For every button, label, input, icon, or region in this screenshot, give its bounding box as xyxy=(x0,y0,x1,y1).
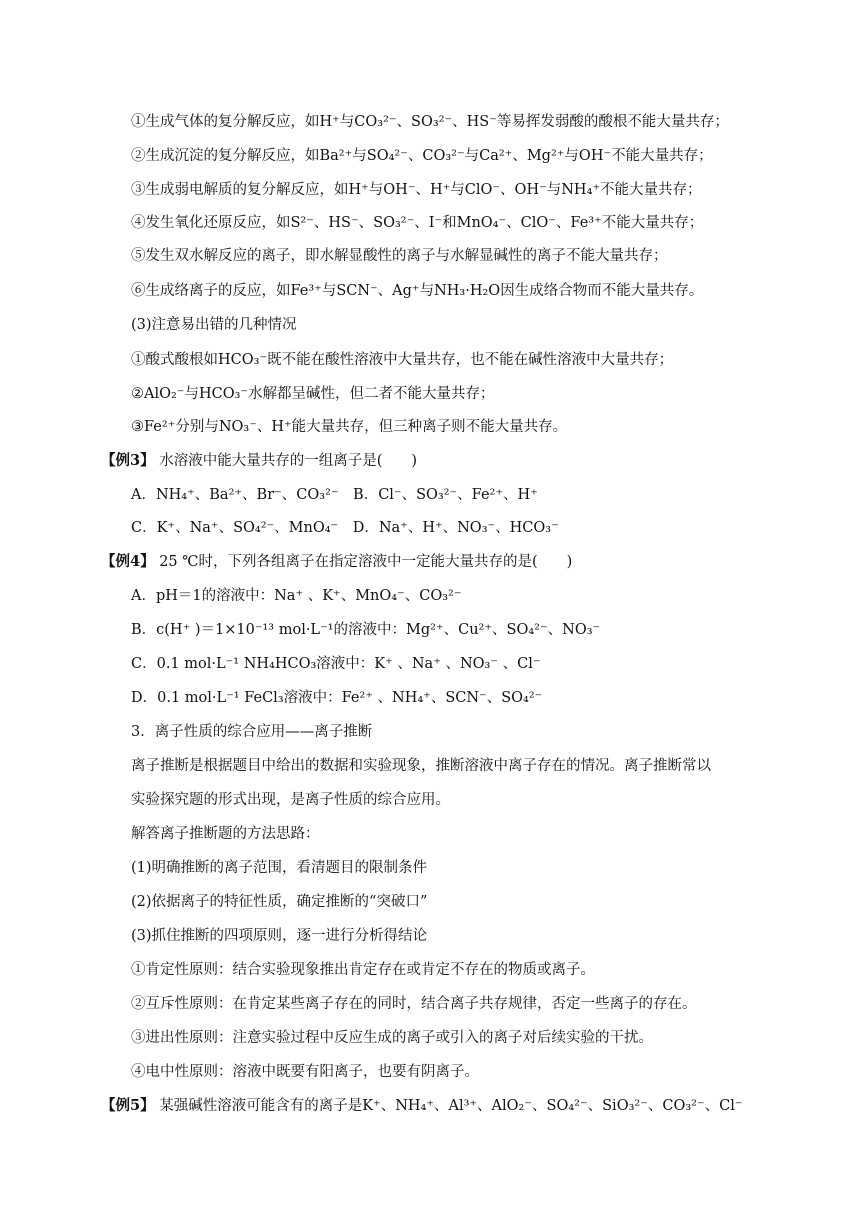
example-heading xyxy=(101,1096,743,1116)
text-line: ②互斥性原则：在肯定某些离子存在的同时，结合离子共存规律，否定一些离子的存在。 xyxy=(131,996,697,1012)
text-line: ①肯定性原则：结合实验现象推出肯定存在或肯定不存在的物质或离子。 xyxy=(131,962,595,978)
text-line: 离子推断是根据题目中给出的数据和实验现象，推断溶液中离子存在的情况。离子推断常以 xyxy=(131,758,711,774)
text-line: 实验探究题的形式出现，是离子性质的综合应用。 xyxy=(131,792,450,808)
example-heading xyxy=(101,552,572,572)
option-line: C．0.1 mol·L⁻¹ NH₄HCO₃溶液中：K⁺ 、Na⁺ 、NO₃⁻ 、Cl⁻ xyxy=(131,656,541,672)
text-line: ④电中性原则：溶液中既要有阳离子，也要有阴离子。 xyxy=(131,1064,479,1080)
option-line: D．0.1 mol·L⁻¹ FeCl₃溶液中：Fe²⁺ 、NH₄⁺、SCN⁻、SO₄²⁻ xyxy=(131,690,543,706)
option-line: A．pH＝1的溶液中：Na⁺ 、K⁺、MnO₄⁻、CO₃²⁻ xyxy=(131,588,462,604)
example-question: 25 ℃时，下列各组离子在指定溶液中一定能大量共存的是( ) xyxy=(154,554,573,570)
text-line: ②生成沉淀的复分解反应，如Ba²⁺与SO₄²⁻、CO₃²⁻与Ca²⁺、Mg²⁺与OH⁻不能大量共存； xyxy=(131,148,713,164)
example-question: 某强碱性溶液可能含有的离子是K⁺、NH₄⁺、Al³⁺、AlO₂⁻、SO₄²⁻、SiO₃²⁻、CO₃²⁻、Cl⁻ xyxy=(154,1098,743,1114)
text-line: ②AlO₂⁻与HCO₃⁻水解都呈碱性，但二者不能大量共存； xyxy=(131,386,495,402)
text-line: (2)依据离子的特征性质，确定推断的“突破口” xyxy=(131,894,428,910)
option-line: C．K⁺、Na⁺、SO₄²⁻、MnO₄⁻ D．Na⁺、H⁺、NO₃⁻、HCO₃⁻ xyxy=(131,520,559,536)
example-heading xyxy=(101,451,417,471)
section-heading: (3)注意易出错的几种情况 xyxy=(131,317,297,333)
text-line: (3)抓住推断的四项原则，逐一进行分析得结论 xyxy=(131,928,428,944)
text-line: ⑤发生双水解反应的离子，即水解显酸性的离子与水解显碱性的离子不能大量共存； xyxy=(131,248,668,264)
text-line: ③Fe²⁺分别与NO₃⁻、H⁺能大量共存，但三种离子则不能大量共存。 xyxy=(131,419,568,435)
text-line: (1)明确推断的离子范围，看清题目的限制条件 xyxy=(131,860,428,876)
example-label: 【例3】 xyxy=(101,452,155,469)
text-line: ⑥生成络离子的反应，如Fe³⁺与SCN⁻、Ag⁺与NH₃·H₂O因生成络合物而不能大量共存。 xyxy=(131,283,704,299)
example-label: 【例5】 xyxy=(101,1097,155,1114)
example-label: 【例4】 xyxy=(101,553,155,570)
section-heading: 3．离子性质的综合应用——离子推断 xyxy=(131,724,373,740)
text-line: ①酸式酸根如HCO₃⁻既不能在酸性溶液中大量共存，也不能在碱性溶液中大量共存； xyxy=(131,352,674,368)
text-line: 解答离子推断题的方法思路： xyxy=(131,826,320,842)
example-question: 水溶液中能大量共存的一组离子是( ) xyxy=(154,453,418,469)
text-line: ③进出性原则：注意实验过程中反应生成的离子或引入的离子对后续实验的干扰。 xyxy=(131,1030,653,1046)
option-line: B．c(H⁺ )＝1×10⁻¹³ mol·L⁻¹的溶液中：Mg²⁺、Cu²⁺、SO₄²⁻、NO₃⁻ xyxy=(131,622,601,638)
text-line: ④发生氧化还原反应，如S²⁻、HS⁻、SO₃²⁻、I⁻和MnO₄⁻、ClO⁻、Fe³⁺不能大量共存； xyxy=(131,215,704,231)
option-line: A．NH₄⁺、Ba²⁺、Br⁻、CO₃²⁻ B．Cl⁻、SO₃²⁻、Fe²⁺、H⁺ xyxy=(131,487,538,503)
text-line: ③生成弱电解质的复分解反应，如H⁺与OH⁻、H⁺与ClO⁻、OH⁻与NH₄⁺不能大量共存； xyxy=(131,182,702,198)
text-line: ①生成气体的复分解反应，如H⁺与CO₃²⁻、SO₃²⁻、HS⁻等易挥发弱酸的酸根不能大量共存； xyxy=(131,114,729,130)
